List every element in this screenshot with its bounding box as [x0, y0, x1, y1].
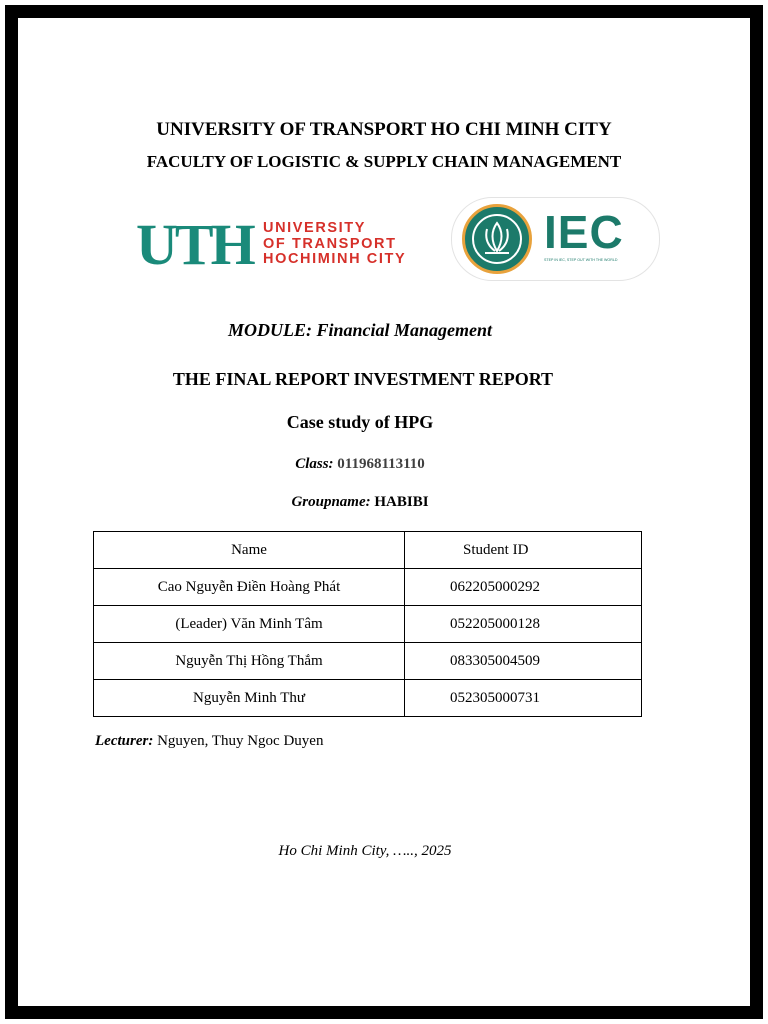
module-title: MODULE: Financial Management: [227, 320, 493, 340]
table-row: [94, 643, 642, 680]
faculty-title: FACULTY OF LOGISTIC & SUPPLY CHAIN MANAGEMENT: [146, 152, 622, 171]
university-title: UNIVERSITY OF TRANSPORT HO CHI MINH CITY: [156, 119, 612, 140]
table-header-row: [94, 532, 642, 569]
uth-logo-text: [263, 221, 406, 268]
report-title: THE FINAL REPORT INVESTMENT REPORT: [172, 369, 554, 389]
iec-logo: [451, 197, 660, 281]
member-name: Nguyễn Minh Thư: [94, 680, 405, 717]
lecturer-value: Nguyen, Thuy Ngoc Duyen: [157, 733, 324, 749]
class-label: Class:: [295, 456, 334, 472]
member-student-id: 052205000128: [405, 606, 642, 643]
table-row: [94, 606, 642, 643]
group-label: Groupname:: [291, 494, 371, 510]
table-header-student-id: Student ID: [405, 532, 642, 569]
date-line: Ho Chi Minh City, ….., 2025: [278, 843, 452, 859]
iec-logo-letters: IEC: [544, 206, 624, 258]
table-header-name: Name: [94, 532, 405, 569]
group-line: [0, 494, 720, 511]
member-student-id: 062205000292: [405, 569, 642, 606]
class-line: [0, 456, 720, 473]
lecturer-label: Lecturer:: [95, 733, 154, 749]
group-value: HABIBI: [374, 494, 429, 510]
uth-logo-letters: UTH: [136, 212, 253, 277]
member-name: Nguyễn Thị Hồng Thắm: [94, 643, 405, 680]
table-row: [94, 680, 642, 717]
uth-logo-line2: OF TRANSPORT: [263, 235, 397, 252]
lecturer-line: [95, 733, 323, 750]
table-row: [94, 569, 642, 606]
uth-logo-line3: HOCHIMINH CITY: [263, 251, 407, 267]
case-study-title: Case study of HPG: [286, 412, 434, 432]
member-name: Cao Nguyễn Điền Hoàng Phát: [94, 569, 405, 606]
lotus-emblem-icon: [462, 204, 532, 274]
class-value: 011968113110: [337, 456, 425, 472]
member-student-id: 083305004509: [405, 643, 642, 680]
member-student-id: 052305000731: [405, 680, 642, 717]
members-table: [93, 531, 642, 717]
iec-logo-tagline: STEP IN IEC, STEP OUT WITH THE WORLD: [544, 258, 618, 262]
uth-logo-line1: UNIVERSITY: [263, 220, 367, 236]
uth-logo: [136, 212, 421, 277]
member-name: (Leader) Văn Minh Tâm: [94, 606, 405, 643]
